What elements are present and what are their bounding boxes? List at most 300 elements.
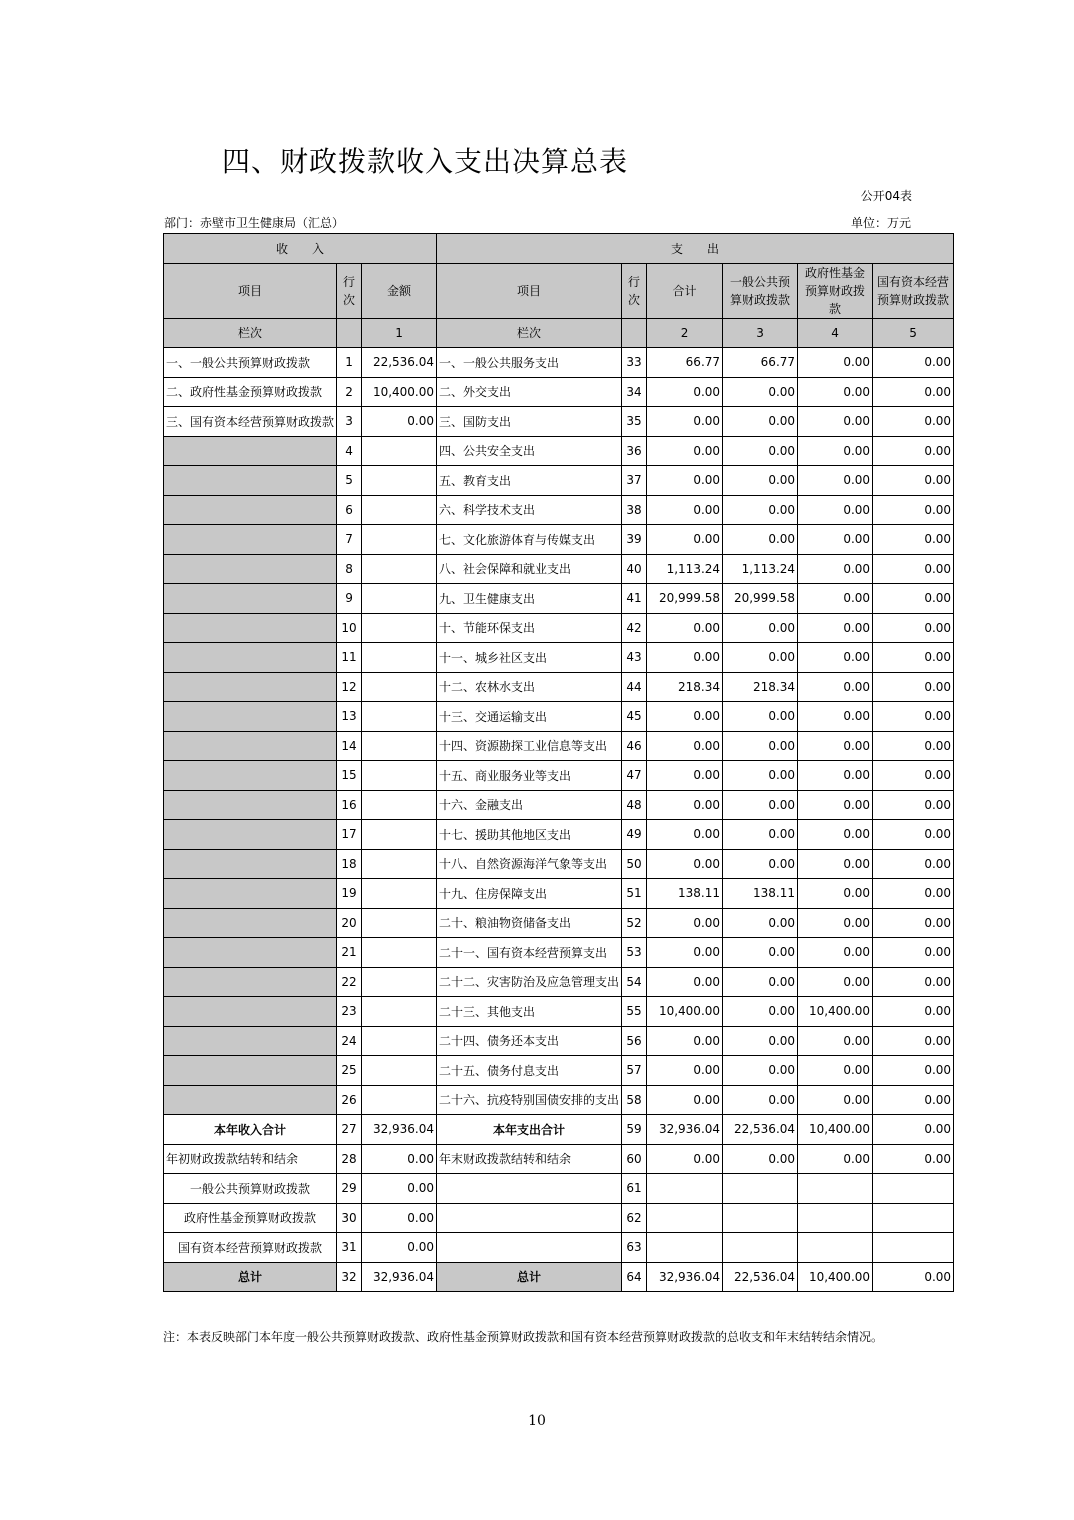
- expense-capital: 0.00: [873, 1262, 954, 1292]
- table-row: [164, 377, 954, 407]
- income-row-no: 4: [337, 436, 362, 466]
- expense-row-no: 41: [622, 584, 647, 614]
- blank-cell: [647, 1203, 723, 1233]
- expense-item: 一、一般公共服务支出: [437, 348, 622, 378]
- expense-general: 0.00: [723, 938, 798, 968]
- blank-cell: [798, 1233, 873, 1263]
- income-item: [164, 584, 337, 614]
- unit-label: 单位：万元: [850, 216, 911, 230]
- expense-capital: 0.00: [873, 525, 954, 555]
- income-section-header: 收 入: [164, 234, 437, 264]
- expense-fund: 0.00: [798, 849, 873, 879]
- expense-fund: 0.00: [798, 525, 873, 555]
- income-amount: [362, 820, 437, 850]
- expense-item: 五、教育支出: [437, 466, 622, 496]
- sub-label: 一般公共预算财政拨款: [164, 1174, 337, 1204]
- expense-fund: 0.00: [798, 879, 873, 909]
- expense-capital: 0.00: [873, 1056, 954, 1086]
- expense-capital: 0.00: [873, 377, 954, 407]
- expense-total: 0.00: [647, 466, 723, 496]
- form-code: 公开04表: [860, 189, 912, 203]
- meta-row: [163, 210, 912, 232]
- expense-general: 20,999.58: [723, 584, 798, 614]
- column-number: 3: [723, 318, 798, 348]
- carryover-row: [164, 1144, 954, 1174]
- income-row-no: 13: [337, 702, 362, 732]
- expense-total: 0.00: [647, 702, 723, 732]
- expense-row-no: 63: [622, 1233, 647, 1263]
- table-row: [164, 908, 954, 938]
- expense-capital: 0.00: [873, 584, 954, 614]
- expense-fund: 0.00: [798, 1056, 873, 1086]
- expense-fund: 0.00: [798, 761, 873, 791]
- expense-general: 0.00: [723, 643, 798, 673]
- table-row: [164, 938, 954, 968]
- expense-general: 66.77: [723, 348, 798, 378]
- expense-row-no: 47: [622, 761, 647, 791]
- column-number: 5: [873, 318, 954, 348]
- expense-row-no: 55: [622, 997, 647, 1027]
- income-amount: 0.00: [362, 1144, 437, 1174]
- expense-general: 0.00: [723, 790, 798, 820]
- general-budget-header: 一般公共预算财政拨款: [723, 263, 798, 318]
- expense-capital: 0.00: [873, 908, 954, 938]
- income-amount: [362, 938, 437, 968]
- income-amount: [362, 908, 437, 938]
- expense-fund: 0.00: [798, 613, 873, 643]
- state-capital-header: 国有资本经营预算财政拨款: [873, 263, 954, 318]
- expense-item: 十二、农林水支出: [437, 672, 622, 702]
- expense-row-no: 53: [622, 938, 647, 968]
- expense-general: 0.00: [723, 1026, 798, 1056]
- expense-capital: 0.00: [873, 1115, 954, 1145]
- table-row: [164, 407, 954, 437]
- expense-capital: 0.00: [873, 938, 954, 968]
- expense-total: 0.00: [647, 525, 723, 555]
- income-row-no: 25: [337, 1056, 362, 1086]
- expense-general: 0.00: [723, 761, 798, 791]
- expense-capital: 0.00: [873, 407, 954, 437]
- income-row-no: 22: [337, 967, 362, 997]
- income-amount: 0.00: [362, 1174, 437, 1204]
- carryover-sub-row: [164, 1174, 954, 1204]
- expense-fund: 0.00: [798, 1085, 873, 1115]
- expense-total: 0.00: [647, 436, 723, 466]
- income-amount: 32,936.04: [362, 1262, 437, 1292]
- expense-row-no: 57: [622, 1056, 647, 1086]
- income-row-no: 28: [337, 1144, 362, 1174]
- income-amount: 22,536.04: [362, 348, 437, 378]
- expense-item: 四、公共安全支出: [437, 436, 622, 466]
- income-amount: [362, 436, 437, 466]
- blank-cell: [437, 1233, 622, 1263]
- expense-general: 0.00: [723, 967, 798, 997]
- income-item: [164, 466, 337, 496]
- expense-capital: 0.00: [873, 348, 954, 378]
- expense-fund: 0.00: [798, 967, 873, 997]
- carryover-sub-row: [164, 1203, 954, 1233]
- expense-row-no: 38: [622, 495, 647, 525]
- expense-item: 十六、金融支出: [437, 790, 622, 820]
- income-item: [164, 525, 337, 555]
- expense-total: 10,400.00: [647, 997, 723, 1027]
- income-amount: [362, 702, 437, 732]
- expense-capital: 0.00: [873, 731, 954, 761]
- table-row: [164, 466, 954, 496]
- expense-item: 十八、自然资源海洋气象等支出: [437, 849, 622, 879]
- table-row: [164, 731, 954, 761]
- expense-item: 二、外交支出: [437, 377, 622, 407]
- income-item: [164, 554, 337, 584]
- expense-row-no: 48: [622, 790, 647, 820]
- income-row-no: 10: [337, 613, 362, 643]
- expense-fund: 0.00: [798, 348, 873, 378]
- expense-general: 218.34: [723, 672, 798, 702]
- expense-total: 32,936.04: [647, 1262, 723, 1292]
- table-row: [164, 1026, 954, 1056]
- income-amount-header: 金额: [362, 263, 437, 318]
- carryover-sub-row: [164, 1233, 954, 1263]
- expense-rowno-header: 行次: [622, 263, 647, 318]
- expense-general: 0.00: [723, 702, 798, 732]
- expense-total: 0.00: [647, 849, 723, 879]
- expense-item: 十五、商业服务业等支出: [437, 761, 622, 791]
- income-row-no: 2: [337, 377, 362, 407]
- income-amount: [362, 554, 437, 584]
- grand-total-label: 总计: [437, 1262, 622, 1292]
- income-item: [164, 761, 337, 791]
- expense-row-no: 50: [622, 849, 647, 879]
- expense-general: 0.00: [723, 731, 798, 761]
- blank-cell: [798, 1174, 873, 1204]
- expense-total: 218.34: [647, 672, 723, 702]
- table-note: 注：本表反映部门本年度一般公共预算财政拨款、政府性基金预算财政拨款和国有资本经营预算财政拨款的总收支和年末结转结余情况。: [163, 1330, 884, 1344]
- expense-capital: 0.00: [873, 672, 954, 702]
- expense-item: 二十三、其他支出: [437, 997, 622, 1027]
- expense-total: 0.00: [647, 1085, 723, 1115]
- expense-fund: 0.00: [798, 377, 873, 407]
- expense-item: 十、节能环保支出: [437, 613, 622, 643]
- income-item: [164, 702, 337, 732]
- table-row: [164, 554, 954, 584]
- income-row-no: 17: [337, 820, 362, 850]
- income-amount: [362, 849, 437, 879]
- expense-capital: 0.00: [873, 879, 954, 909]
- income-item: [164, 908, 337, 938]
- income-row-no: 23: [337, 997, 362, 1027]
- expense-capital: 0.00: [873, 643, 954, 673]
- income-amount: [362, 731, 437, 761]
- expense-total: 0.00: [647, 938, 723, 968]
- expense-row-no: 37: [622, 466, 647, 496]
- income-amount: 0.00: [362, 1203, 437, 1233]
- expense-row-no: 62: [622, 1203, 647, 1233]
- expense-general: 0.00: [723, 407, 798, 437]
- income-item: 一、一般公共预算财政拨款: [164, 348, 337, 378]
- income-row-no: 32: [337, 1262, 362, 1292]
- table-row: [164, 761, 954, 791]
- expense-total: 0.00: [647, 407, 723, 437]
- table-row: [164, 672, 954, 702]
- income-row-no: 1: [337, 348, 362, 378]
- expense-capital: 0.00: [873, 466, 954, 496]
- expense-general: 0.00: [723, 495, 798, 525]
- expense-row-no: 56: [622, 1026, 647, 1056]
- income-row-no: 21: [337, 938, 362, 968]
- expense-item: 二十一、国有资本经营预算支出: [437, 938, 622, 968]
- blank-cell: [723, 1203, 798, 1233]
- table-row: [164, 1085, 954, 1115]
- income-amount: 0.00: [362, 1233, 437, 1263]
- table-row: [164, 849, 954, 879]
- income-row-no: 16: [337, 790, 362, 820]
- income-item: [164, 436, 337, 466]
- expense-row-no: 44: [622, 672, 647, 702]
- income-item: [164, 879, 337, 909]
- expense-row-no: 33: [622, 348, 647, 378]
- table-row: [164, 820, 954, 850]
- expense-total: 0.00: [647, 761, 723, 791]
- income-row-no: 11: [337, 643, 362, 673]
- form-code-row: [163, 183, 912, 209]
- expense-item: 十四、资源勘探工业信息等支出: [437, 731, 622, 761]
- income-row-no: 9: [337, 584, 362, 614]
- income-amount: [362, 672, 437, 702]
- income-item: [164, 820, 337, 850]
- blank-cell: [723, 1233, 798, 1263]
- table-row: [164, 1056, 954, 1086]
- expense-row-no: 54: [622, 967, 647, 997]
- income-row-no: 29: [337, 1174, 362, 1204]
- table-row: [164, 967, 954, 997]
- expense-row-no: 36: [622, 436, 647, 466]
- expense-capital: 0.00: [873, 967, 954, 997]
- expense-row-no: 45: [622, 702, 647, 732]
- expense-row-no: 34: [622, 377, 647, 407]
- income-total-label: 本年收入合计: [164, 1115, 337, 1145]
- expense-row-no: 42: [622, 613, 647, 643]
- expense-capital: 0.00: [873, 554, 954, 584]
- income-amount: [362, 1056, 437, 1086]
- income-row-no: 12: [337, 672, 362, 702]
- income-total-row: [164, 1115, 954, 1145]
- expense-row-no: 58: [622, 1085, 647, 1115]
- column-blank: [622, 318, 647, 348]
- income-row-no: 26: [337, 1085, 362, 1115]
- sub-label: 政府性基金预算财政拨款: [164, 1203, 337, 1233]
- expense-capital: 0.00: [873, 495, 954, 525]
- table-row: [164, 613, 954, 643]
- grand-total-label: 总计: [164, 1262, 337, 1292]
- expense-fund: 0.00: [798, 554, 873, 584]
- expense-general: 0.00: [723, 466, 798, 496]
- table-row: [164, 436, 954, 466]
- income-row-no: 31: [337, 1233, 362, 1263]
- expense-fund: 0.00: [798, 908, 873, 938]
- table-row: [164, 997, 954, 1027]
- expense-row-no: 39: [622, 525, 647, 555]
- expense-row-no: 59: [622, 1115, 647, 1145]
- department-label: 部门：赤壁市卫生健康局（汇总）: [164, 216, 345, 230]
- expense-section-header: 支 出: [437, 234, 954, 264]
- income-amount: [362, 643, 437, 673]
- income-row-no: 18: [337, 849, 362, 879]
- expense-total-label: 本年支出合计: [437, 1115, 622, 1145]
- begin-balance-label: 年初财政拨款结转和结余: [164, 1144, 337, 1174]
- income-amount: 10,400.00: [362, 377, 437, 407]
- income-item: [164, 643, 337, 673]
- income-item: 三、国有资本经营预算财政拨款: [164, 407, 337, 437]
- budget-summary-table: [163, 233, 954, 1292]
- expense-row-no: 64: [622, 1262, 647, 1292]
- table-row: [164, 348, 954, 378]
- income-amount: [362, 997, 437, 1027]
- expense-general: 1,113.24: [723, 554, 798, 584]
- expense-fund: 0.00: [798, 731, 873, 761]
- page-title: 四、财政拨款收入支出决算总表: [222, 145, 629, 178]
- expense-general: 0.00: [723, 849, 798, 879]
- income-row-no: 20: [337, 908, 362, 938]
- expense-general: 22,536.04: [723, 1115, 798, 1145]
- income-amount: [362, 525, 437, 555]
- expense-capital: 0.00: [873, 1085, 954, 1115]
- income-amount: 32,936.04: [362, 1115, 437, 1145]
- expense-fund: 0.00: [798, 584, 873, 614]
- table-row: [164, 525, 954, 555]
- expense-item: 十三、交通运输支出: [437, 702, 622, 732]
- expense-capital: 0.00: [873, 702, 954, 732]
- expense-item: 二十五、债务付息支出: [437, 1056, 622, 1086]
- expense-item: 八、社会保障和就业支出: [437, 554, 622, 584]
- expense-row-no: 43: [622, 643, 647, 673]
- expense-capital: 0.00: [873, 613, 954, 643]
- income-row-no: 8: [337, 554, 362, 584]
- income-amount: [362, 495, 437, 525]
- expense-fund: 0.00: [798, 672, 873, 702]
- expense-general: 0.00: [723, 377, 798, 407]
- blank-cell: [873, 1174, 954, 1204]
- income-row-no: 19: [337, 879, 362, 909]
- expense-fund: 10,400.00: [798, 1262, 873, 1292]
- expense-item: 二十六、抗疫特别国债安排的支出: [437, 1085, 622, 1115]
- expense-capital: 0.00: [873, 849, 954, 879]
- expense-general: 0.00: [723, 1085, 798, 1115]
- sub-label: 国有资本经营预算财政拨款: [164, 1233, 337, 1263]
- income-item: [164, 613, 337, 643]
- expense-total: 138.11: [647, 879, 723, 909]
- income-row-no: 24: [337, 1026, 362, 1056]
- expense-row-no: 61: [622, 1174, 647, 1204]
- blank-cell: [647, 1233, 723, 1263]
- income-amount: [362, 584, 437, 614]
- expense-fund: 0.00: [798, 820, 873, 850]
- blank-cell: [647, 1174, 723, 1204]
- expense-fund: 0.00: [798, 643, 873, 673]
- income-item: [164, 997, 337, 1027]
- expense-fund: 0.00: [798, 1144, 873, 1174]
- expense-general: 0.00: [723, 1144, 798, 1174]
- end-balance-label: 年末财政拨款结转和结余: [437, 1144, 622, 1174]
- expense-total: 0.00: [647, 1144, 723, 1174]
- blank-cell: [437, 1203, 622, 1233]
- expense-fund: 0.00: [798, 938, 873, 968]
- expense-item: 二十、粮油物资储备支出: [437, 908, 622, 938]
- expense-item: 十七、援助其他地区支出: [437, 820, 622, 850]
- expense-total: 66.77: [647, 348, 723, 378]
- grand-total-row: [164, 1262, 954, 1292]
- table-row: [164, 879, 954, 909]
- expense-total: 0.00: [647, 790, 723, 820]
- expense-total: 0.00: [647, 820, 723, 850]
- expense-item: 二十二、灾害防治及应急管理支出: [437, 967, 622, 997]
- expense-fund: 0.00: [798, 407, 873, 437]
- income-row-no: 7: [337, 525, 362, 555]
- expense-total: 0.00: [647, 731, 723, 761]
- income-amount: [362, 613, 437, 643]
- gov-fund-header: 政府性基金预算财政拨款: [798, 263, 873, 318]
- income-item-header: 项目: [164, 263, 337, 318]
- column-number: 2: [647, 318, 723, 348]
- expense-total: 20,999.58: [647, 584, 723, 614]
- income-row-no: 30: [337, 1203, 362, 1233]
- expense-general: 0.00: [723, 525, 798, 555]
- income-item: [164, 790, 337, 820]
- expense-total: 32,936.04: [647, 1115, 723, 1145]
- page-number: 10: [528, 1413, 546, 1429]
- expense-total: 1,113.24: [647, 554, 723, 584]
- blank-cell: [873, 1203, 954, 1233]
- blank-cell: [437, 1174, 622, 1204]
- expense-general: 0.00: [723, 997, 798, 1027]
- expense-fund: 0.00: [798, 466, 873, 496]
- income-item: [164, 672, 337, 702]
- income-amount: [362, 879, 437, 909]
- expense-row-no: 49: [622, 820, 647, 850]
- income-item: [164, 731, 337, 761]
- expense-capital: 0.00: [873, 820, 954, 850]
- income-item: [164, 1056, 337, 1086]
- income-amount: [362, 466, 437, 496]
- income-row-no: 6: [337, 495, 362, 525]
- income-item: 二、政府性基金预算财政拨款: [164, 377, 337, 407]
- expense-total: 0.00: [647, 1056, 723, 1086]
- expense-item: 六、科学技术支出: [437, 495, 622, 525]
- blank-cell: [798, 1203, 873, 1233]
- expense-row-no: 60: [622, 1144, 647, 1174]
- column-blank: [337, 318, 362, 348]
- income-amount: [362, 1026, 437, 1056]
- table-row: [164, 790, 954, 820]
- expense-item: 七、文化旅游体育与传媒支出: [437, 525, 622, 555]
- income-item: [164, 938, 337, 968]
- expense-fund: 0.00: [798, 1026, 873, 1056]
- column-label-income: 栏次: [164, 318, 337, 348]
- expense-total: 0.00: [647, 1026, 723, 1056]
- total-header: 合计: [647, 263, 723, 318]
- expense-fund: 0.00: [798, 495, 873, 525]
- expense-capital: 0.00: [873, 1144, 954, 1174]
- expense-item: 九、卫生健康支出: [437, 584, 622, 614]
- table-row: [164, 584, 954, 614]
- income-row-no: 27: [337, 1115, 362, 1145]
- expense-general: 0.00: [723, 613, 798, 643]
- column-number: 1: [362, 318, 437, 348]
- expense-total: 0.00: [647, 495, 723, 525]
- income-row-no: 14: [337, 731, 362, 761]
- expense-item: 二十四、债务还本支出: [437, 1026, 622, 1056]
- income-amount: 0.00: [362, 407, 437, 437]
- table-row: [164, 495, 954, 525]
